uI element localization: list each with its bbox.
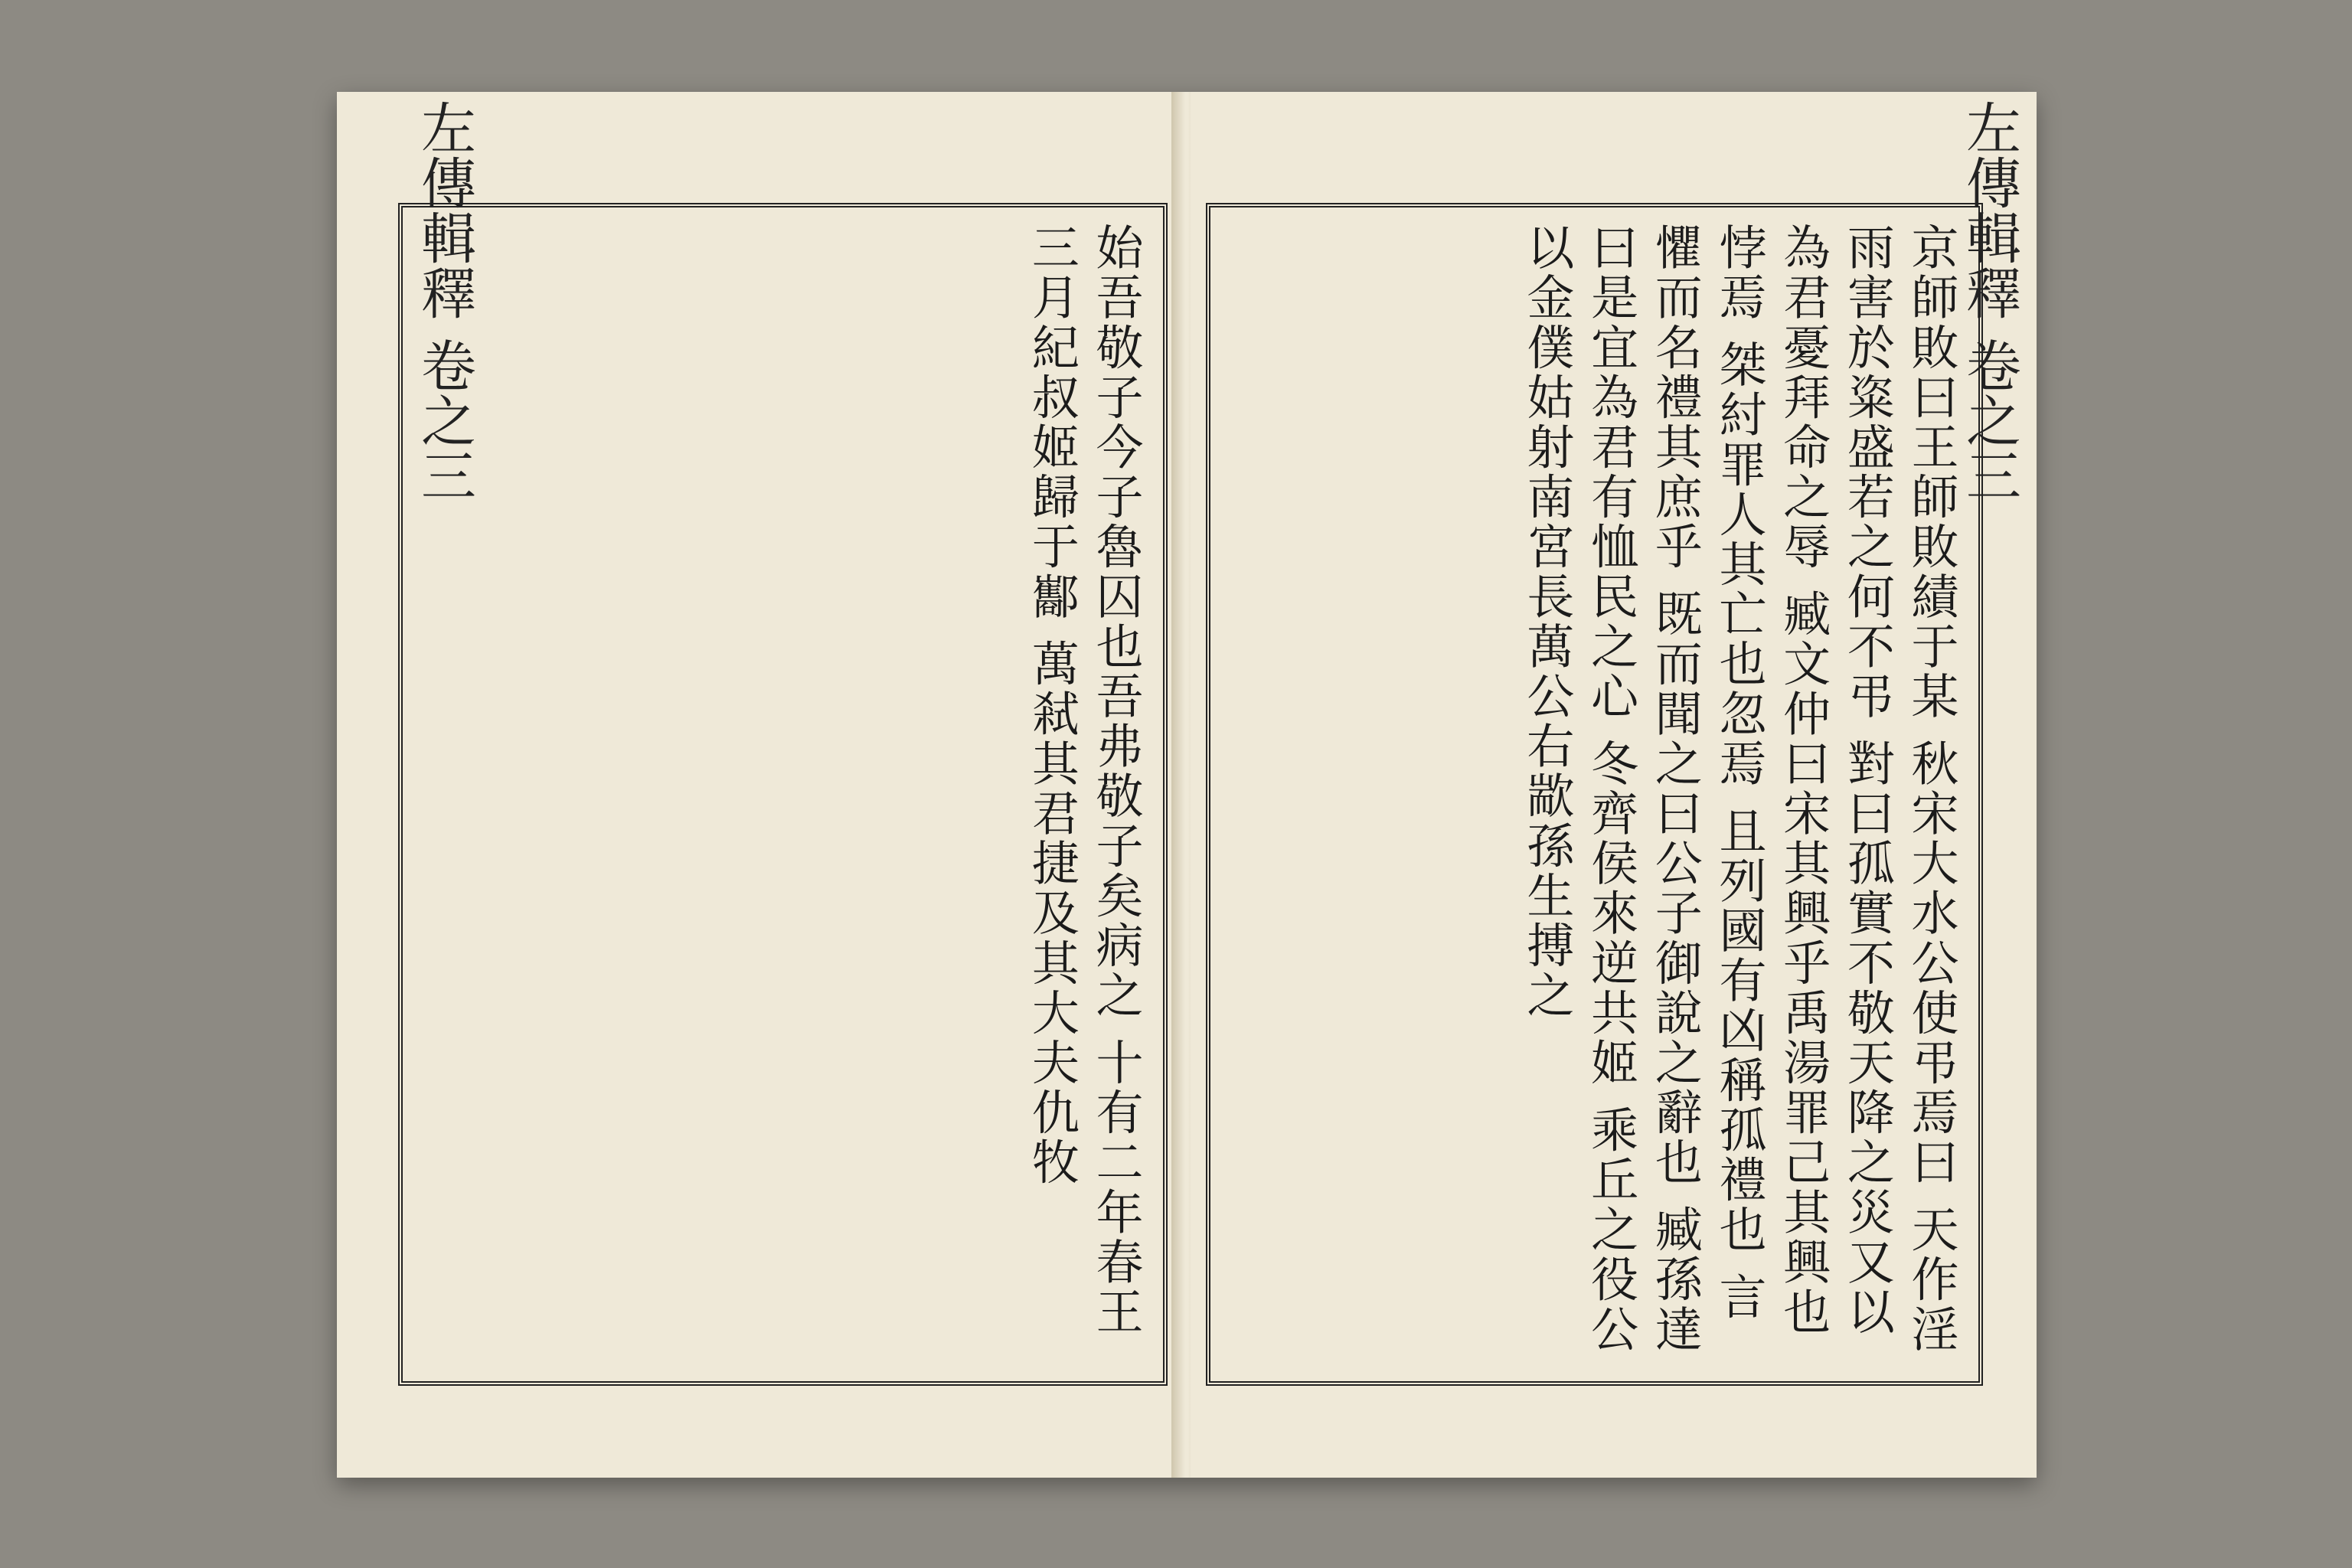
right-running-title: 左傳輯釋 卷之三 [1957,100,2021,503]
left-main-text: 始吾敬子今子魯囚也吾弗敬子矣病之 十有二年春王三月紀叔姬歸于酅 萬弒其君捷及其大夫仇牧 [1024,223,1144,1338]
right-text-frame [1206,203,1983,1386]
left-running-title: 左傳輯釋 卷之三 [412,100,476,503]
right-main-text: 京師敗曰王師敗績于某 秋宋大水公使弔焉曰 天作淫雨害於粢盛若之何不弔 對曰孤實不敬天降之災又以為君憂拜命之辱 臧文仲曰宋其興乎禹湯罪己其興也悖焉 桀紂罪人其亡也忽焉 且列國有凶稱孤禮也 言懼而名禮其庶乎 既而聞之曰公子御說之辭也 臧孫達曰是宜為君有恤民之心 冬齊侯來逆共姬 乘丘之役公以金僕姑射南宮長萬公右歂孫生搏之 [1518,223,1959,1354]
left-page [337,92,1183,1478]
left-text-frame [398,203,1168,1386]
right-page [1191,92,2037,1478]
open-book [337,92,2037,1478]
